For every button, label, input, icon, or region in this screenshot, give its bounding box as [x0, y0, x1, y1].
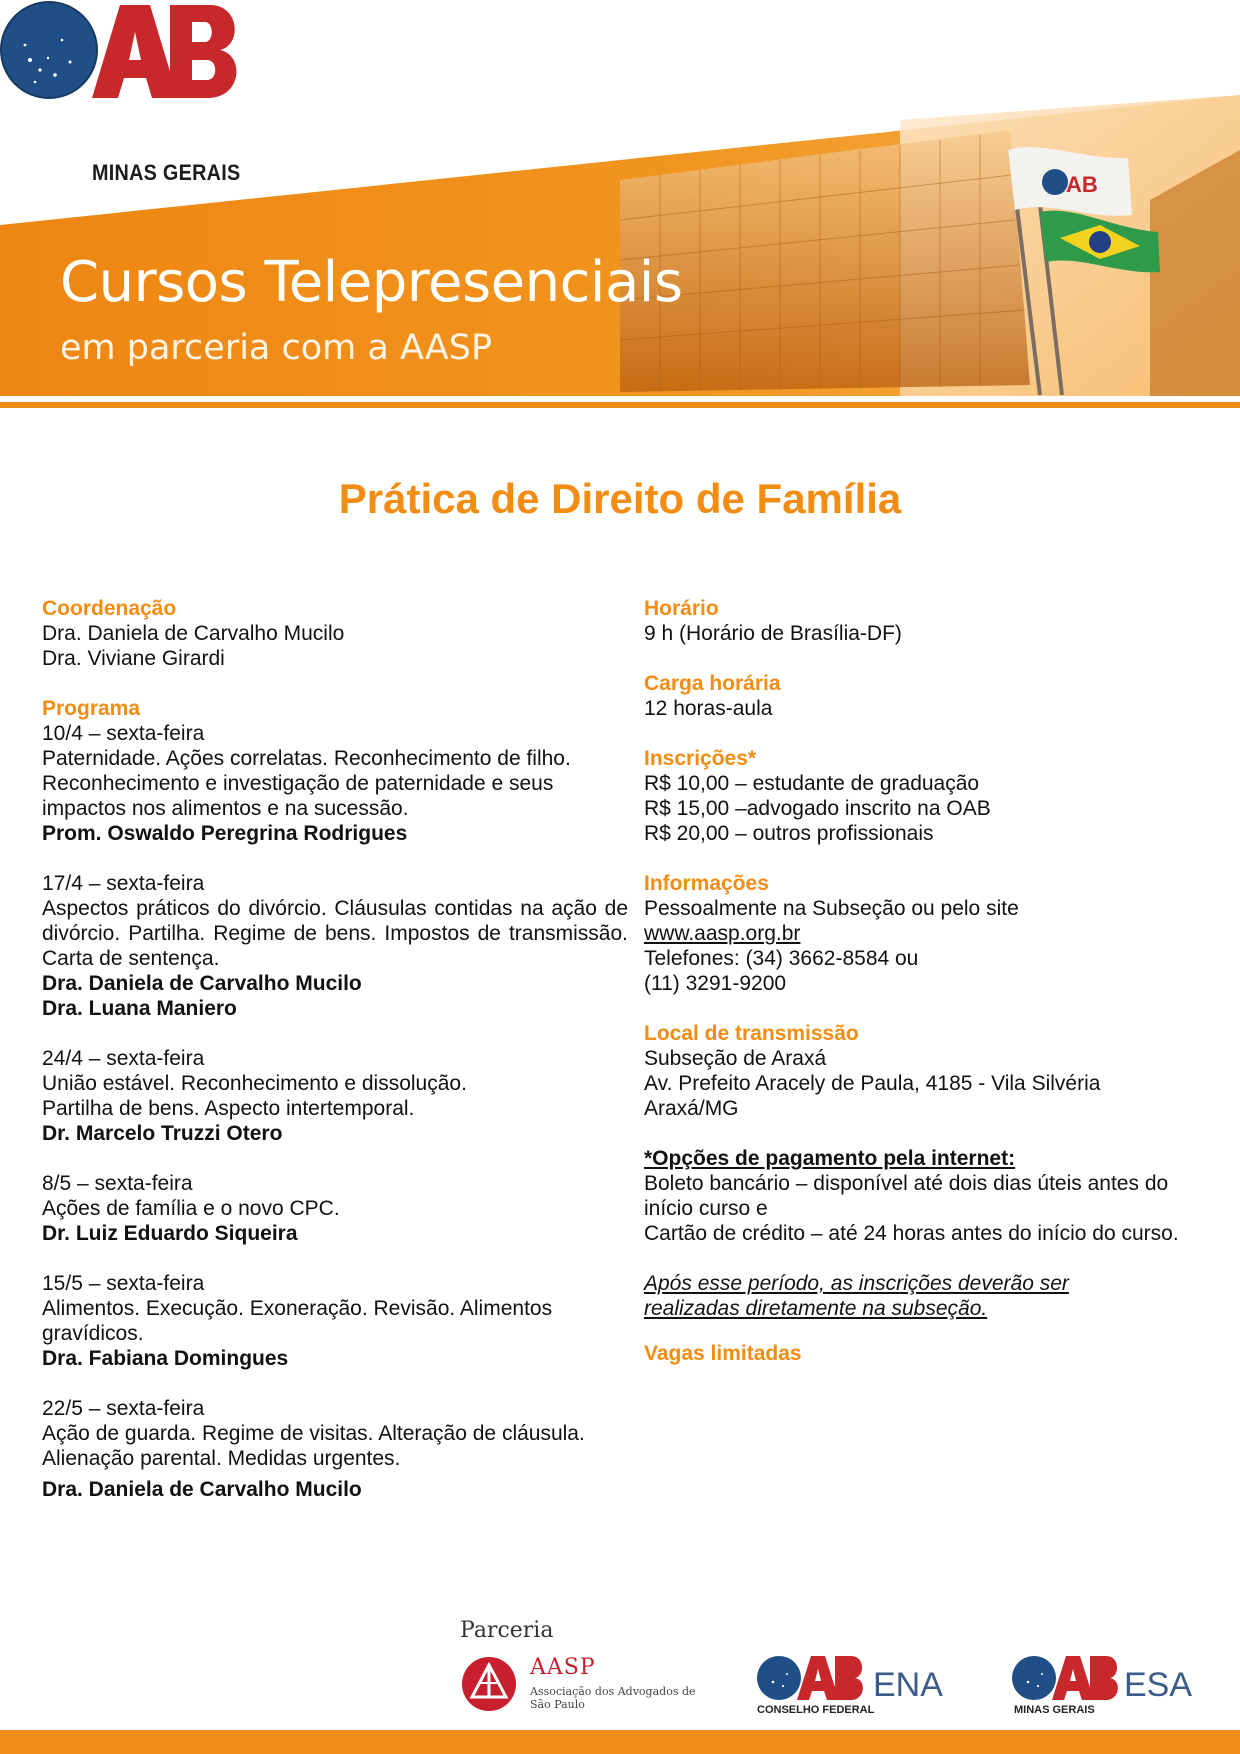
- oab-logo-subtitle: MINAS GERAIS: [92, 160, 241, 185]
- esa-label: ESA: [1124, 1666, 1193, 1704]
- session-speaker: Dra. Luana Maniero: [42, 997, 237, 1020]
- session-topics: Alienação parental. Medidas urgentes.: [42, 1447, 401, 1470]
- session-topics: União estável. Reconhecimento e dissolução.: [42, 1072, 467, 1095]
- oab-logo: [0, 0, 240, 130]
- session-date: 10/4 – sexta-feira: [42, 722, 205, 745]
- coordinator-name: Dra. Daniela de Carvalho Mucilo: [42, 622, 345, 645]
- session-topics: Paternidade. Ações correlatas. Reconhecimento de filho. Reconhecimento e investigação de paternidade e seus impactos nos alimentos e na sucessão.: [42, 747, 571, 820]
- course-title: Prática de Direito de Família: [338, 475, 902, 522]
- oab-cf-caption: CONSELHO FEDERAL: [757, 1704, 875, 1716]
- session-date: 22/5 – sexta-feira: [42, 1397, 205, 1420]
- aasp-site-link[interactable]: www.aasp.org.br: [644, 922, 801, 945]
- svg-text:AB: AB: [1066, 172, 1098, 197]
- oab-ena-logo: [755, 1652, 955, 1722]
- session-topics: Aspectos práticos do divórcio. Cláusulas contidas na ação de divórcio. Partilha. Regime de bens. Impostos de transmissão. Carta de sentença.: [42, 897, 628, 970]
- aasp-name: AASP: [530, 1655, 596, 1680]
- aasp-logo: [460, 1655, 700, 1725]
- ena-label: ENA: [873, 1666, 943, 1704]
- address-line: Av. Prefeito Aracely de Paula, 4185 - Vila Silvéria: [644, 1072, 1101, 1095]
- payment-note: Após esse período, as inscrições deverão ser realizadas diretamente na subseção.: [644, 1272, 1069, 1320]
- oab-mg-caption: MINAS GERAIS: [1014, 1704, 1095, 1716]
- session-date: 15/5 – sexta-feira: [42, 1272, 205, 1295]
- session-date: 17/4 – sexta-feira: [42, 872, 205, 895]
- session-speaker: Dr. Marcelo Truzzi Otero: [42, 1122, 283, 1145]
- local-heading: Local de transmissão: [644, 1022, 859, 1045]
- horario-text: 9 h (Horário de Brasília-DF): [644, 622, 902, 645]
- horario-heading: Horário: [644, 597, 719, 620]
- price-line: R$ 10,00 – estudante de graduação: [644, 772, 980, 795]
- oab-mg-logo-icon: [1010, 1652, 1120, 1704]
- address-line: Subseção de Araxá: [644, 1047, 827, 1070]
- session-topics: Ações de família e o novo CPC.: [42, 1197, 340, 1220]
- carga-heading: Carga horária: [644, 672, 781, 695]
- banner-subtitle: em parceria com a AASP: [60, 328, 493, 368]
- coordinator-name: Dra. Viviane Girardi: [42, 647, 225, 670]
- session-topics: Alimentos. Execução. Exoneração. Revisão. Alimentos gravídicos.: [42, 1297, 553, 1345]
- programa-heading: Programa: [42, 697, 141, 720]
- session-date: 8/5 – sexta-feira: [42, 1172, 193, 1195]
- session-speaker: Prom. Oswaldo Peregrina Rodrigues: [42, 822, 408, 845]
- pagamento-heading: *Opções de pagamento pela internet:: [644, 1147, 1016, 1170]
- aasp-description: Associação dos Advogados de São Paulo: [530, 1685, 696, 1711]
- phone-line: Telefones: (34) 3662-8584 ou: [644, 947, 919, 970]
- footer-bar: [0, 1730, 1240, 1754]
- coordenacao-heading: Coordenação: [42, 597, 177, 620]
- inscricoes-heading: Inscrições*: [644, 747, 757, 770]
- header-banner: [0, 0, 1240, 415]
- session-speaker: Dr. Luiz Eduardo Siqueira: [42, 1222, 298, 1245]
- session-speaker: Dra. Fabiana Domingues: [42, 1347, 289, 1370]
- parceria-label: Parceria: [460, 1618, 554, 1643]
- payment-boleto: Boleto bancário – disponível até dois dias úteis antes do início curso e: [644, 1172, 1169, 1220]
- price-line: R$ 20,00 – outros profissionais: [644, 822, 934, 845]
- banner-title: Cursos Telepresenciais: [60, 250, 683, 315]
- oab-esa-logo: [1010, 1652, 1210, 1722]
- aasp-emblem-icon: [460, 1655, 518, 1713]
- payment-cartao: Cartão de crédito – até 24 horas antes do início do curso.: [644, 1222, 1179, 1245]
- session-topics: Partilha de bens. Aspecto intertemporal.: [42, 1097, 415, 1120]
- carga-text: 12 horas-aula: [644, 697, 773, 720]
- left-column: [42, 596, 628, 1502]
- address-line: Araxá/MG: [644, 1097, 739, 1120]
- info-text: Pessoalmente na Subseção ou pelo site: [644, 897, 1019, 920]
- oab-cf-logo-icon: [755, 1652, 865, 1704]
- informacoes-heading: Informações: [644, 872, 769, 895]
- phone-line: (11) 3291-9200: [644, 972, 787, 995]
- session-speaker: Dra. Daniela de Carvalho Mucilo: [42, 972, 362, 995]
- session-speaker: Dra. Daniela de Carvalho Mucilo: [42, 1478, 362, 1501]
- session-date: 24/4 – sexta-feira: [42, 1047, 205, 1070]
- vagas-limitadas: Vagas limitadas: [644, 1342, 802, 1365]
- price-line: R$ 15,00 –advogado inscrito na OAB: [644, 797, 991, 820]
- session-topics: Ação de guarda. Regime de visitas. Alteração de cláusula.: [42, 1422, 585, 1445]
- right-column: [644, 596, 1204, 1366]
